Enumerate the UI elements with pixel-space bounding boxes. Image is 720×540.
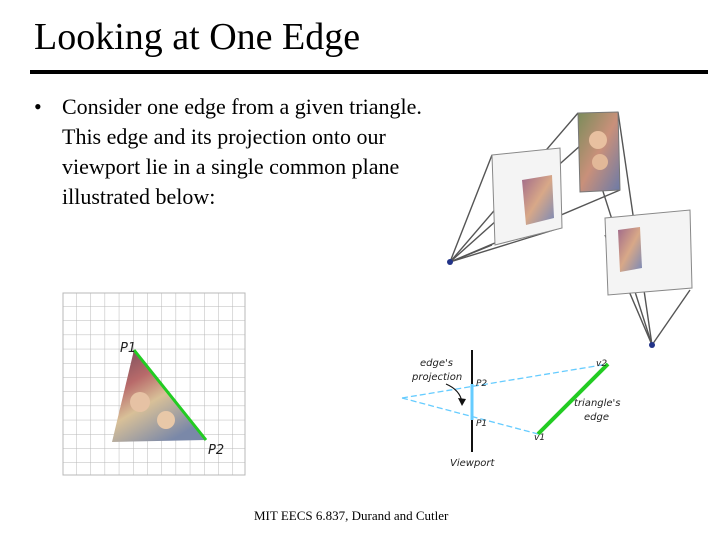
title-divider [30, 70, 708, 74]
label-p2-plane: P2 [476, 379, 488, 389]
label-viewport: Viewport [450, 458, 495, 469]
viewport-grid-left [492, 148, 562, 245]
label-triangle-edge-2: edge [584, 412, 609, 423]
eye-point-left [447, 259, 453, 265]
photo-plane [578, 112, 620, 192]
slide-title: Looking at One Edge [34, 16, 361, 58]
viewport-projection-illustration [440, 100, 720, 350]
label-edge-projection-1: edge's [420, 358, 453, 369]
label-v1: v1 [534, 433, 546, 443]
label-p1: P1 [120, 341, 137, 356]
bullet-symbol: • [34, 94, 42, 119]
label-p1-plane: P1 [476, 419, 488, 429]
viewport-grid-right [605, 210, 692, 295]
edge-plane-diagram [398, 336, 668, 476]
slide-footer: MIT EECS 6.837, Durand and Cutler [254, 508, 449, 523]
label-v2: v2 [596, 359, 608, 369]
label-edge-projection-2: projection [412, 372, 463, 383]
label-triangle-edge-1: triangle's [574, 398, 621, 409]
label-p2: P2 [208, 443, 225, 458]
bullet-text: Consider one edge from a given triangle. This edge and its projection onto our viewport lie in a single common plane illustrated below: [62, 94, 422, 209]
triangle-on-grid [62, 292, 247, 477]
